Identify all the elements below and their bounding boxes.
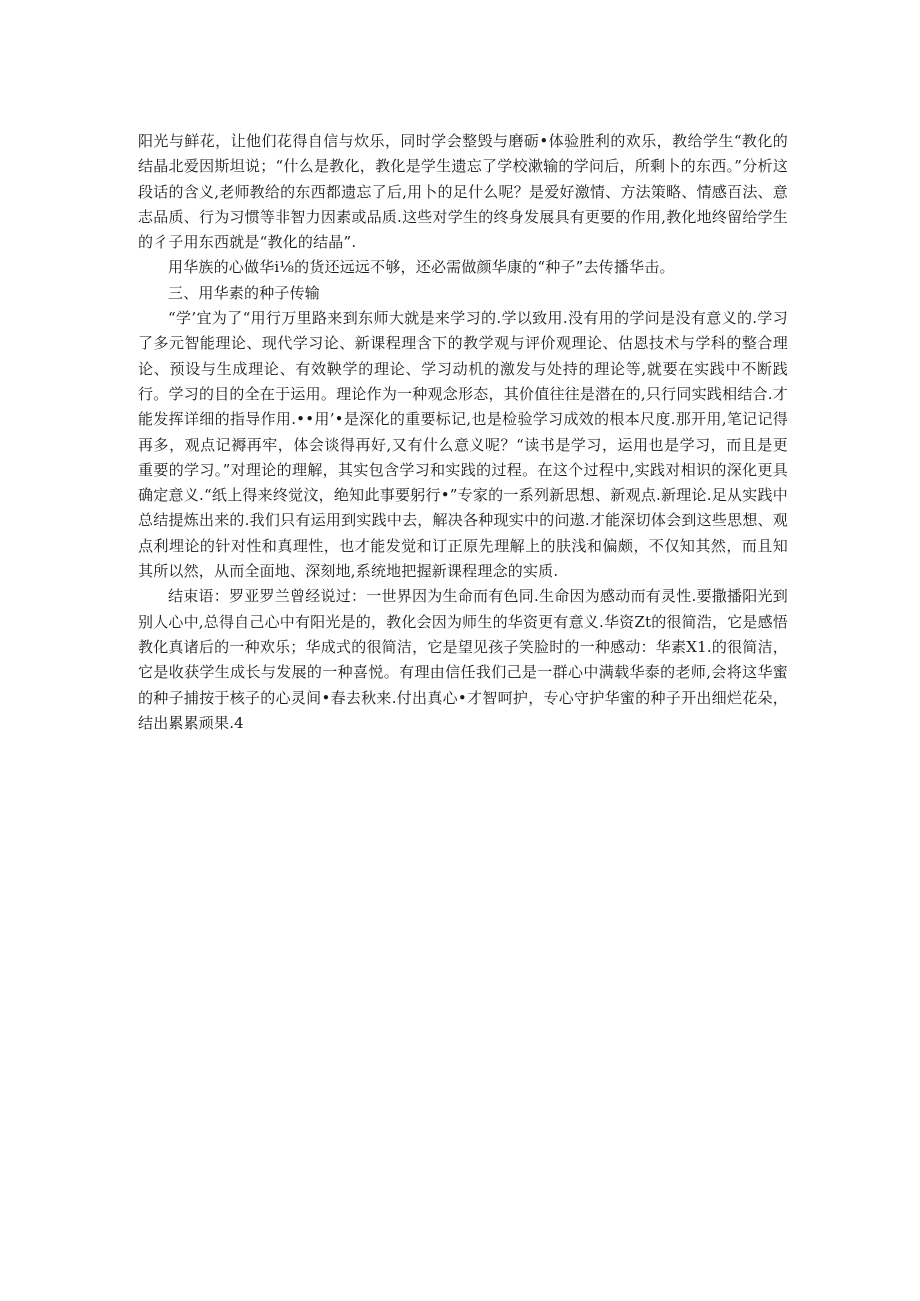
paragraph-conclusion: 结束语：罗亚罗兰曾经说过：一世界因为生命而有色同.生命因为感动而有灵性.要撒播阳光到别人心中,总得自己心中有阳光是的，教化会因为师生的华资更有意义.华资Zt的很简浩，它是感悟教化真诸后的一种欢乐；华成式的很简洁，它是望见孩子笑脸时的一种感动：华素X1.的很简洁，它是收获学生成长与发展的一种喜悦。有理由信任我们己是一群心中满载华泰的老师,会将这华蜜的种子捕按于核子的心灵间•春去秋来.付出真心•才智呵护，专心守护华蜜的种子开出细烂花朵，结出累累顽果.4 xyxy=(138,587,788,732)
paragraph-learning-practice: “学’宜为了“用行万里路来到东师大就是来学习的.学以致用.没有用的学问是没有意义的.学习了多元智能理论、现代学习论、新课程理含下的教学观与评价观理论、估恩技术与学科的整合理论、预设与生成理论、有效鞅学的理论、学习动机的激发与处持的理论等,就要在实践中不断践行。学习的目的全在于运用。理论作为一种观念形态，其价值往往是潜在的,只行同实践相结合.才能发挥详细的指导作用.••用’•是深化的重要标记,也是检验学习成效的根本尺度.那开用,笔记记得再多，观点记褥再牢，体会谈得再好,又有什么意义呢？“读书是学习，运用也是学习，而且是更重要的学习。”对理论的理解，其实包含学习和实践的过程。在这个过程中,实践对相识的深化更具确定意义.“纸上得来终觉汶，绝知此事要躬行•”专家的一系列新思想、新观点.新理论.足从实践中总结提炼出来的.我们只有运用到实践中去，解决各种现实中的问遨.才能深切体会到这些思想、观点利埋论的针对性和真理性，也才能发觉和订正原先理解上的肤浅和偏颇，不仅知其然，而且知其所以然，从而全面地、深刻地,系统地把握新课程理念的实质. xyxy=(138,309,788,581)
section-heading: 三、用华素的种子传输 xyxy=(168,283,321,302)
paragraph-continuation: 阳光与鲜花，让他们花得自信与炊乐，同时学会整毁与磨砺•体验胜利的欢乐，教给学生“教化的结晶北爱因斯坦说；“什么是教化，教化是学生遗忘了学校漱输的学问后，所剩卜的东西。”分析这段话的含义,老师教给的东西都遗忘了后,用卜的足什么呢？是爱好激情、方法策略、情感百法、意志品质、行为习惯等非智力因素或品质.这些对学生的终身发展具有更要的作用,教化地终留给学生的彳子用东西就是“教化的结晶”. xyxy=(138,132,788,252)
paragraph-seed-intro: 用华族的心做华i⅛的货还远远不够，还必需做颜华康的“种子”去传播华击。 xyxy=(168,258,675,277)
document-body xyxy=(138,129,788,736)
